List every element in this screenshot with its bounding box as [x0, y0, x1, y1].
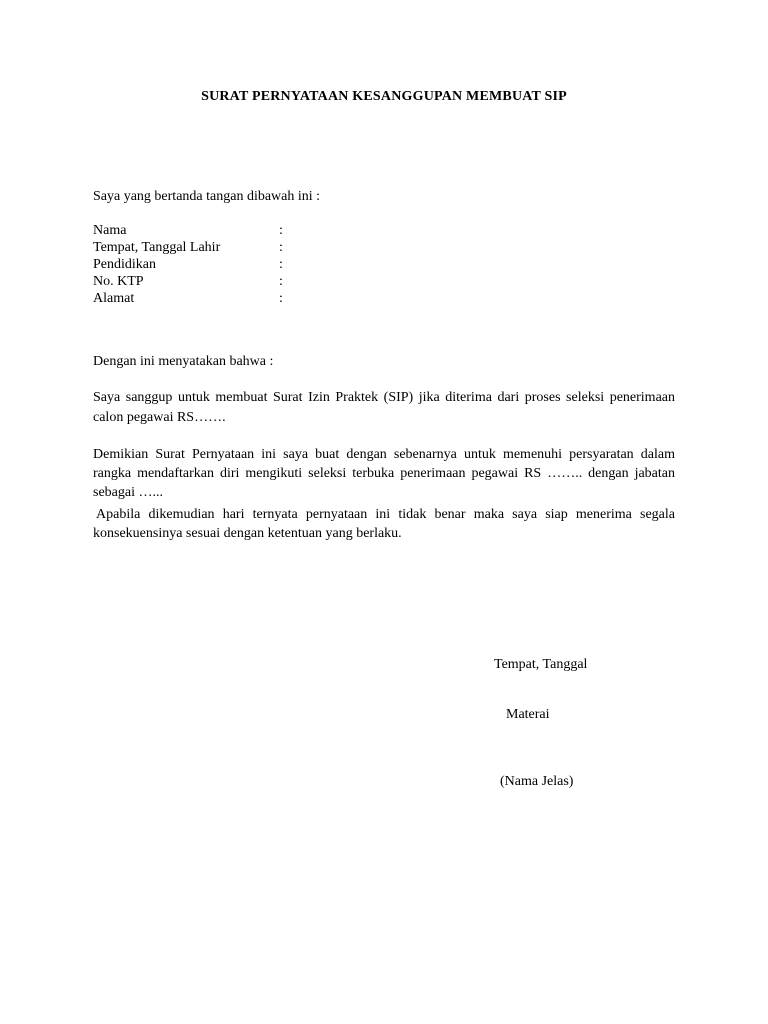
field-row-nama [93, 222, 493, 239]
field-label: Nama [93, 223, 127, 238]
paragraph-apabila: Apabila dikemudian hari ternyata pernyataan ini tidak benar maka saya siap menerima segala konsekuensinya sesuai dengan ketentuan yang berlaku. [93, 507, 675, 541]
intro-text: Saya yang bertanda tangan dibawah ini : [93, 189, 321, 204]
paragraph-demikian: Demikian Surat Pernyataan ini saya buat dengan sebenarnya untuk memenuhi persyaratan dalam rangka mendaftarkan diri mengikuti seleksi terbuka penerimaan pegawai RS …….. dengan jabatan sebagai …... [93, 447, 675, 500]
field-row-no-ktp [93, 273, 493, 290]
field-row-alamat [93, 290, 493, 307]
document-title: SURAT PERNYATAAN KESANGGUPAN MEMBUAT SIP [201, 89, 567, 104]
statement-intro: Dengan ini menyatakan bahwa : [93, 354, 274, 369]
field-colon: : [279, 291, 283, 306]
field-label: Tempat, Tanggal Lahir [93, 240, 221, 255]
paragraph-sanggup: Saya sanggup untuk membuat Surat Izin Praktek (SIP) jika diterima dari proses seleksi penerimaan calon pegawai RS……. [93, 390, 675, 425]
field-colon: : [279, 240, 283, 255]
field-row-pendidikan [93, 256, 493, 273]
field-label: Alamat [93, 291, 135, 306]
field-colon: : [279, 257, 283, 272]
field-label: Pendidikan [93, 257, 156, 272]
signature-place-date: Tempat, Tanggal [494, 657, 588, 672]
field-row-tempat-tanggal-lahir [93, 239, 493, 256]
signature-stamp-label: Materai [506, 707, 550, 722]
field-colon: : [279, 274, 283, 289]
field-label: No. KTP [93, 274, 144, 289]
signature-name: (Nama Jelas) [500, 774, 574, 789]
field-colon: : [279, 223, 283, 238]
